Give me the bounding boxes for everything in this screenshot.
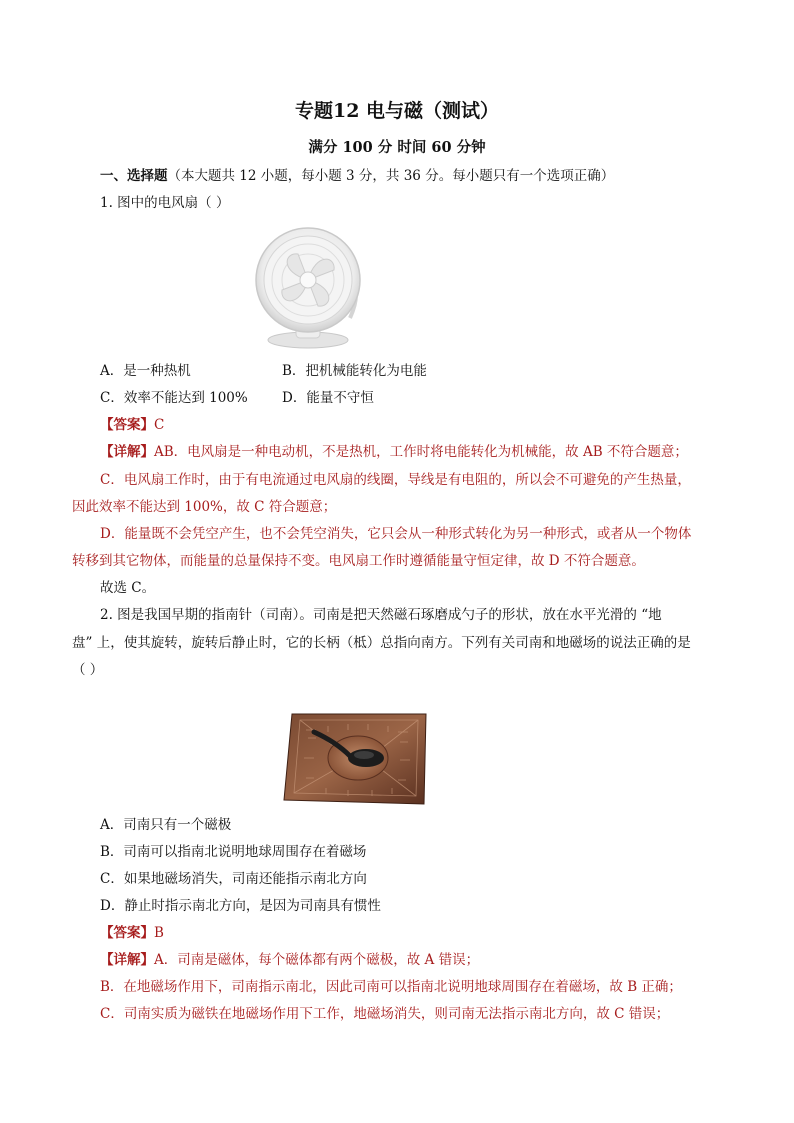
- q1-detail-line-4: D．能量既不会凭空产生，也不会凭空消失，它只会从一种形式转化为另一种形式，或者从一个物体: [100, 526, 692, 542]
- section-heading: [100, 166, 614, 186]
- q1-option-d: D．能量不守恒: [282, 390, 374, 406]
- q1-detail-line-5: 转移到其它物体，而能量的总量保持不变。电风扇工作时遵循能量守恒定律，故 D 不符合题意。: [72, 553, 645, 569]
- q2-detail-line-1: [100, 950, 479, 970]
- q2-option-d: D．静止时指示南北方向，是因为司南具有惯性: [100, 898, 381, 914]
- q2-detail-label: 【详解】: [100, 952, 154, 968]
- q1-option-c: C．效率不能达到 100%: [100, 390, 248, 406]
- question-2-stem-line-3: （ ）: [72, 662, 104, 678]
- q1-detail-text-1: AB．电风扇是一种电动机，不是热机，工作时将电能转化为机械能，故 AB 不符合题意；: [154, 444, 688, 460]
- page-title: 专题12 电与磁（测试）: [294, 100, 500, 122]
- q1-conclusion: 故选 C。: [100, 580, 156, 596]
- q2-answer: [100, 923, 164, 943]
- q2-detail-line-3: C．司南实质为磁铁在地磁场作用下工作，地磁场消失，则司南无法指示南北方向，故 C 错误；: [100, 1006, 670, 1022]
- q1-option-b: B．把机械能转化为电能: [282, 363, 427, 379]
- section-heading-label: 一、选择题: [100, 168, 168, 184]
- section-heading-note: （本大题共 12 小题，每小题 3 分，共 36 分。每小题只有一个选项正确）: [167, 168, 615, 184]
- q2-answer-value: B: [154, 925, 164, 941]
- q2-answer-label: 【答案】: [100, 925, 154, 941]
- q1-detail-label: 【详解】: [100, 444, 154, 460]
- q2-option-b: B．司南可以指南北说明地球周围存在着磁场: [100, 844, 367, 860]
- sinan-spoon-icon: [278, 708, 430, 808]
- q2-option-c: C．如果地磁场消失，司南还能指示南北方向: [100, 871, 367, 887]
- q1-detail-line-3: 因此效率不能达到 100%，故 C 符合题意；: [72, 499, 337, 515]
- q2-option-a: A．司南只有一个磁极: [100, 817, 232, 833]
- question-2-stem-line-2: 盘” 上，使其旋转，旋转后静止时，它的长柄（柢）总指向南方。下列有关司南和地磁场的说法正确的是: [72, 635, 691, 651]
- q1-answer-label: 【答案】: [100, 417, 154, 433]
- q2-detail-text-1: A．司南是磁体，每个磁体都有两个磁极，故 A 错误；: [154, 952, 480, 968]
- q1-detail-line-2: C．电风扇工作时，由于有电流通过电风扇的线圈，导线是有电阻的，所以会不可避免的产生热量，: [100, 472, 691, 488]
- q1-answer-value: C: [154, 417, 165, 433]
- electric-fan-icon: [250, 226, 370, 351]
- question-2-stem-line-1: 2. 图是我国早期的指南针（司南）。司南是把天然磁石琢磨成勺子的形状，放在水平光滑的 “地: [100, 607, 662, 623]
- electric-fan-image: [250, 226, 370, 351]
- q1-answer: [100, 415, 164, 435]
- page-subtitle: 满分 100 分 时间 60 分钟: [308, 139, 486, 156]
- question-1-stem: 1. 图中的电风扇（ ）: [100, 195, 230, 211]
- sinan-compass-image: [278, 708, 430, 808]
- q1-option-a: A．是一种热机: [100, 363, 191, 379]
- q1-detail-line-1: [100, 442, 688, 462]
- q2-detail-line-2: B．在地磁场作用下，司南指示南北，因此司南可以指南北说明地球周围存在着磁场，故 B 正确；: [100, 979, 682, 995]
